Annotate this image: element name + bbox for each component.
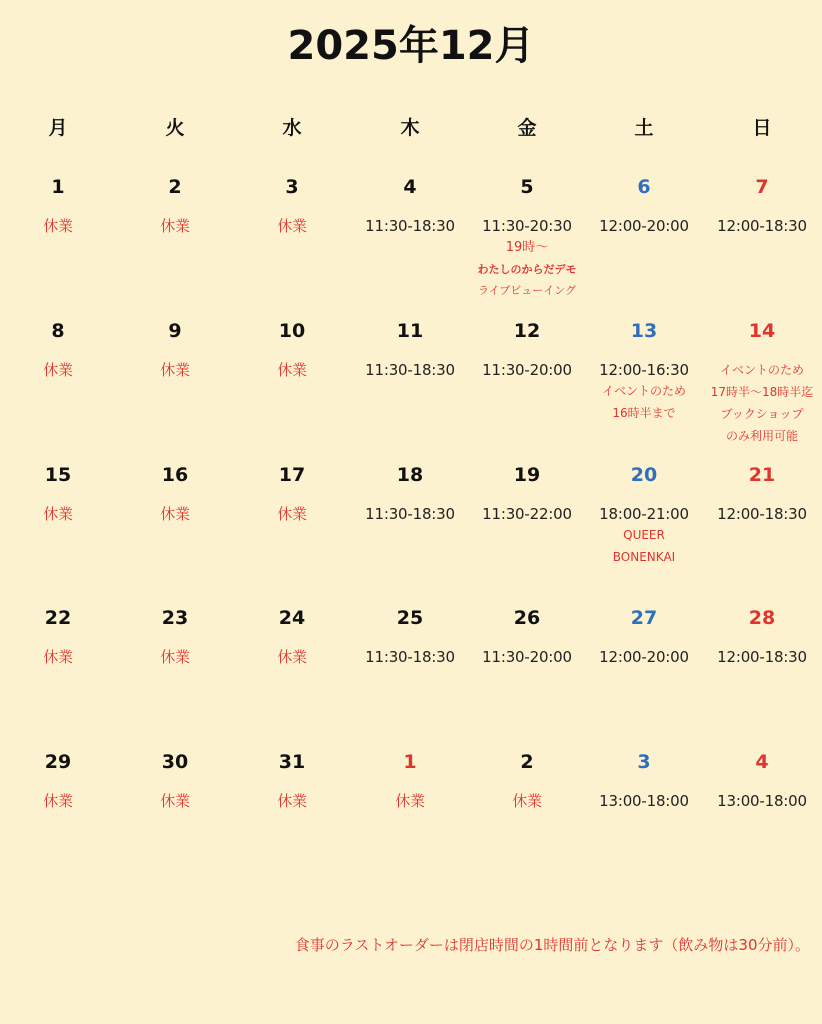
day-number: 22: [44, 607, 72, 629]
opening-hours: 12:00-18:30: [717, 217, 807, 235]
day-cell: [117, 607, 234, 667]
day-cell: [586, 176, 703, 236]
day-cell: [586, 464, 703, 568]
day-cell: [469, 176, 586, 301]
day-cell: [352, 176, 469, 236]
opening-hours: 11:30-18:30: [365, 648, 455, 666]
day-number: 4: [403, 176, 417, 198]
day-number: 27: [630, 607, 658, 629]
closed-label: 休業: [43, 505, 73, 523]
weekday-header: 金: [517, 117, 537, 139]
opening-hours: 18:00-21:00: [599, 505, 689, 523]
day-cell: [469, 464, 586, 524]
closed-label: 休業: [43, 648, 73, 666]
day-cell: [469, 751, 586, 811]
event-note: イベントのため: [719, 363, 804, 377]
opening-hours: 11:30-20:00: [482, 361, 572, 379]
day-cell: [469, 320, 586, 380]
closed-label: 休業: [512, 792, 542, 810]
day-number: 24: [278, 607, 306, 629]
weekday-header: 火: [165, 117, 185, 139]
opening-hours: 12:00-16:30: [599, 361, 689, 379]
day-number: 1: [403, 751, 417, 773]
day-cell: [0, 176, 117, 236]
day-number: 17: [278, 464, 306, 486]
day-cell: [117, 464, 234, 524]
day-cell: [586, 751, 703, 811]
event-note: 16時半まで: [612, 406, 676, 420]
day-cell: [704, 176, 821, 236]
day-number: 21: [748, 464, 776, 486]
closed-label: 休業: [277, 505, 307, 523]
day-number: 2: [520, 751, 534, 773]
day-number: 31: [278, 751, 306, 773]
closed-label: 休業: [277, 361, 307, 379]
day-number: 7: [755, 176, 769, 198]
closed-label: 休業: [160, 648, 190, 666]
opening-hours: 13:00-18:00: [717, 792, 807, 810]
event-note: のみ利用可能: [725, 429, 798, 443]
event-note: QUEER: [623, 528, 665, 542]
weekday-header: 日: [752, 117, 772, 139]
opening-hours: 11:30-22:00: [482, 505, 572, 523]
day-number: 10: [278, 320, 306, 342]
day-cell: [469, 607, 586, 667]
opening-hours: 11:30-18:30: [365, 505, 455, 523]
calendar-title: 2025年12月: [287, 23, 535, 69]
closed-label: 休業: [43, 792, 73, 810]
day-cell: [704, 751, 821, 811]
day-number: 15: [44, 464, 72, 486]
day-cell: [704, 464, 821, 524]
day-number: 9: [168, 320, 182, 342]
day-cell: [117, 751, 234, 811]
event-note: 19時〜: [505, 240, 549, 255]
opening-hours: 13:00-18:00: [599, 792, 689, 810]
day-cell: [704, 607, 821, 667]
day-number: 16: [161, 464, 189, 486]
day-cell: [234, 464, 351, 524]
event-note: わたしのからだデモ: [477, 263, 577, 276]
day-number: 13: [630, 320, 658, 342]
event-note: 17時半〜18時半迄: [710, 385, 814, 399]
day-cell: [234, 607, 351, 667]
closed-label: 休業: [395, 792, 425, 810]
day-cell: [352, 320, 469, 380]
day-cell: [352, 464, 469, 524]
day-cell: [0, 607, 117, 667]
day-cell: [234, 320, 351, 380]
day-number: 25: [396, 607, 424, 629]
opening-hours: 11:30-18:30: [365, 217, 455, 235]
day-number: 12: [513, 320, 541, 342]
day-cell: [117, 176, 234, 236]
day-number: 1: [51, 176, 65, 198]
day-number: 2: [168, 176, 182, 198]
day-cell: [352, 607, 469, 667]
day-cell: [586, 320, 703, 424]
day-number: 20: [630, 464, 658, 486]
day-cell: [0, 320, 117, 380]
opening-hours: 11:30-20:30: [482, 217, 572, 235]
opening-hours: 12:00-18:30: [717, 648, 807, 666]
closed-label: 休業: [160, 361, 190, 379]
day-cell: [0, 464, 117, 524]
day-cell: [704, 320, 821, 447]
closed-label: 休業: [277, 217, 307, 235]
opening-hours: 11:30-20:00: [482, 648, 572, 666]
day-cell: [234, 176, 351, 236]
day-number: 3: [637, 751, 651, 773]
closed-label: 休業: [277, 648, 307, 666]
weekday-header: 月: [48, 117, 68, 139]
day-cell: [352, 751, 469, 811]
closed-label: 休業: [160, 505, 190, 523]
closed-label: 休業: [160, 217, 190, 235]
day-number: 11: [396, 320, 424, 342]
closed-label: 休業: [160, 792, 190, 810]
day-number: 8: [51, 320, 65, 342]
day-cell: [117, 320, 234, 380]
day-number: 14: [748, 320, 776, 342]
weekday-header: 土: [634, 117, 654, 139]
last-order-notice: 食事のラストオーダーは閉店時間の1時間前となります（飲み物は30分前）。: [294, 936, 810, 954]
day-number: 4: [755, 751, 769, 773]
weekday-header: 水: [282, 117, 302, 139]
closed-label: 休業: [43, 217, 73, 235]
day-number: 18: [396, 464, 424, 486]
event-note: イベントのため: [601, 384, 686, 398]
opening-hours: 12:00-20:00: [599, 648, 689, 666]
event-note: ライブビューイング: [477, 284, 577, 297]
day-number: 5: [520, 176, 534, 198]
day-number: 19: [513, 464, 541, 486]
day-number: 29: [44, 751, 72, 773]
day-number: 28: [748, 607, 776, 629]
opening-hours: 12:00-20:00: [599, 217, 689, 235]
day-cell: [234, 751, 351, 811]
event-note: ブックショップ: [720, 407, 804, 421]
event-note: BONENKAI: [612, 550, 676, 564]
day-number: 30: [161, 751, 189, 773]
closed-label: 休業: [43, 361, 73, 379]
day-number: 6: [637, 176, 651, 198]
weekday-header: 木: [400, 117, 420, 139]
opening-hours: 12:00-18:30: [717, 505, 807, 523]
day-number: 23: [161, 607, 189, 629]
day-cell: [0, 751, 117, 811]
opening-hours: 11:30-18:30: [365, 361, 455, 379]
day-number: 3: [285, 176, 299, 198]
day-number: 26: [513, 607, 541, 629]
closed-label: 休業: [277, 792, 307, 810]
day-cell: [586, 607, 703, 667]
